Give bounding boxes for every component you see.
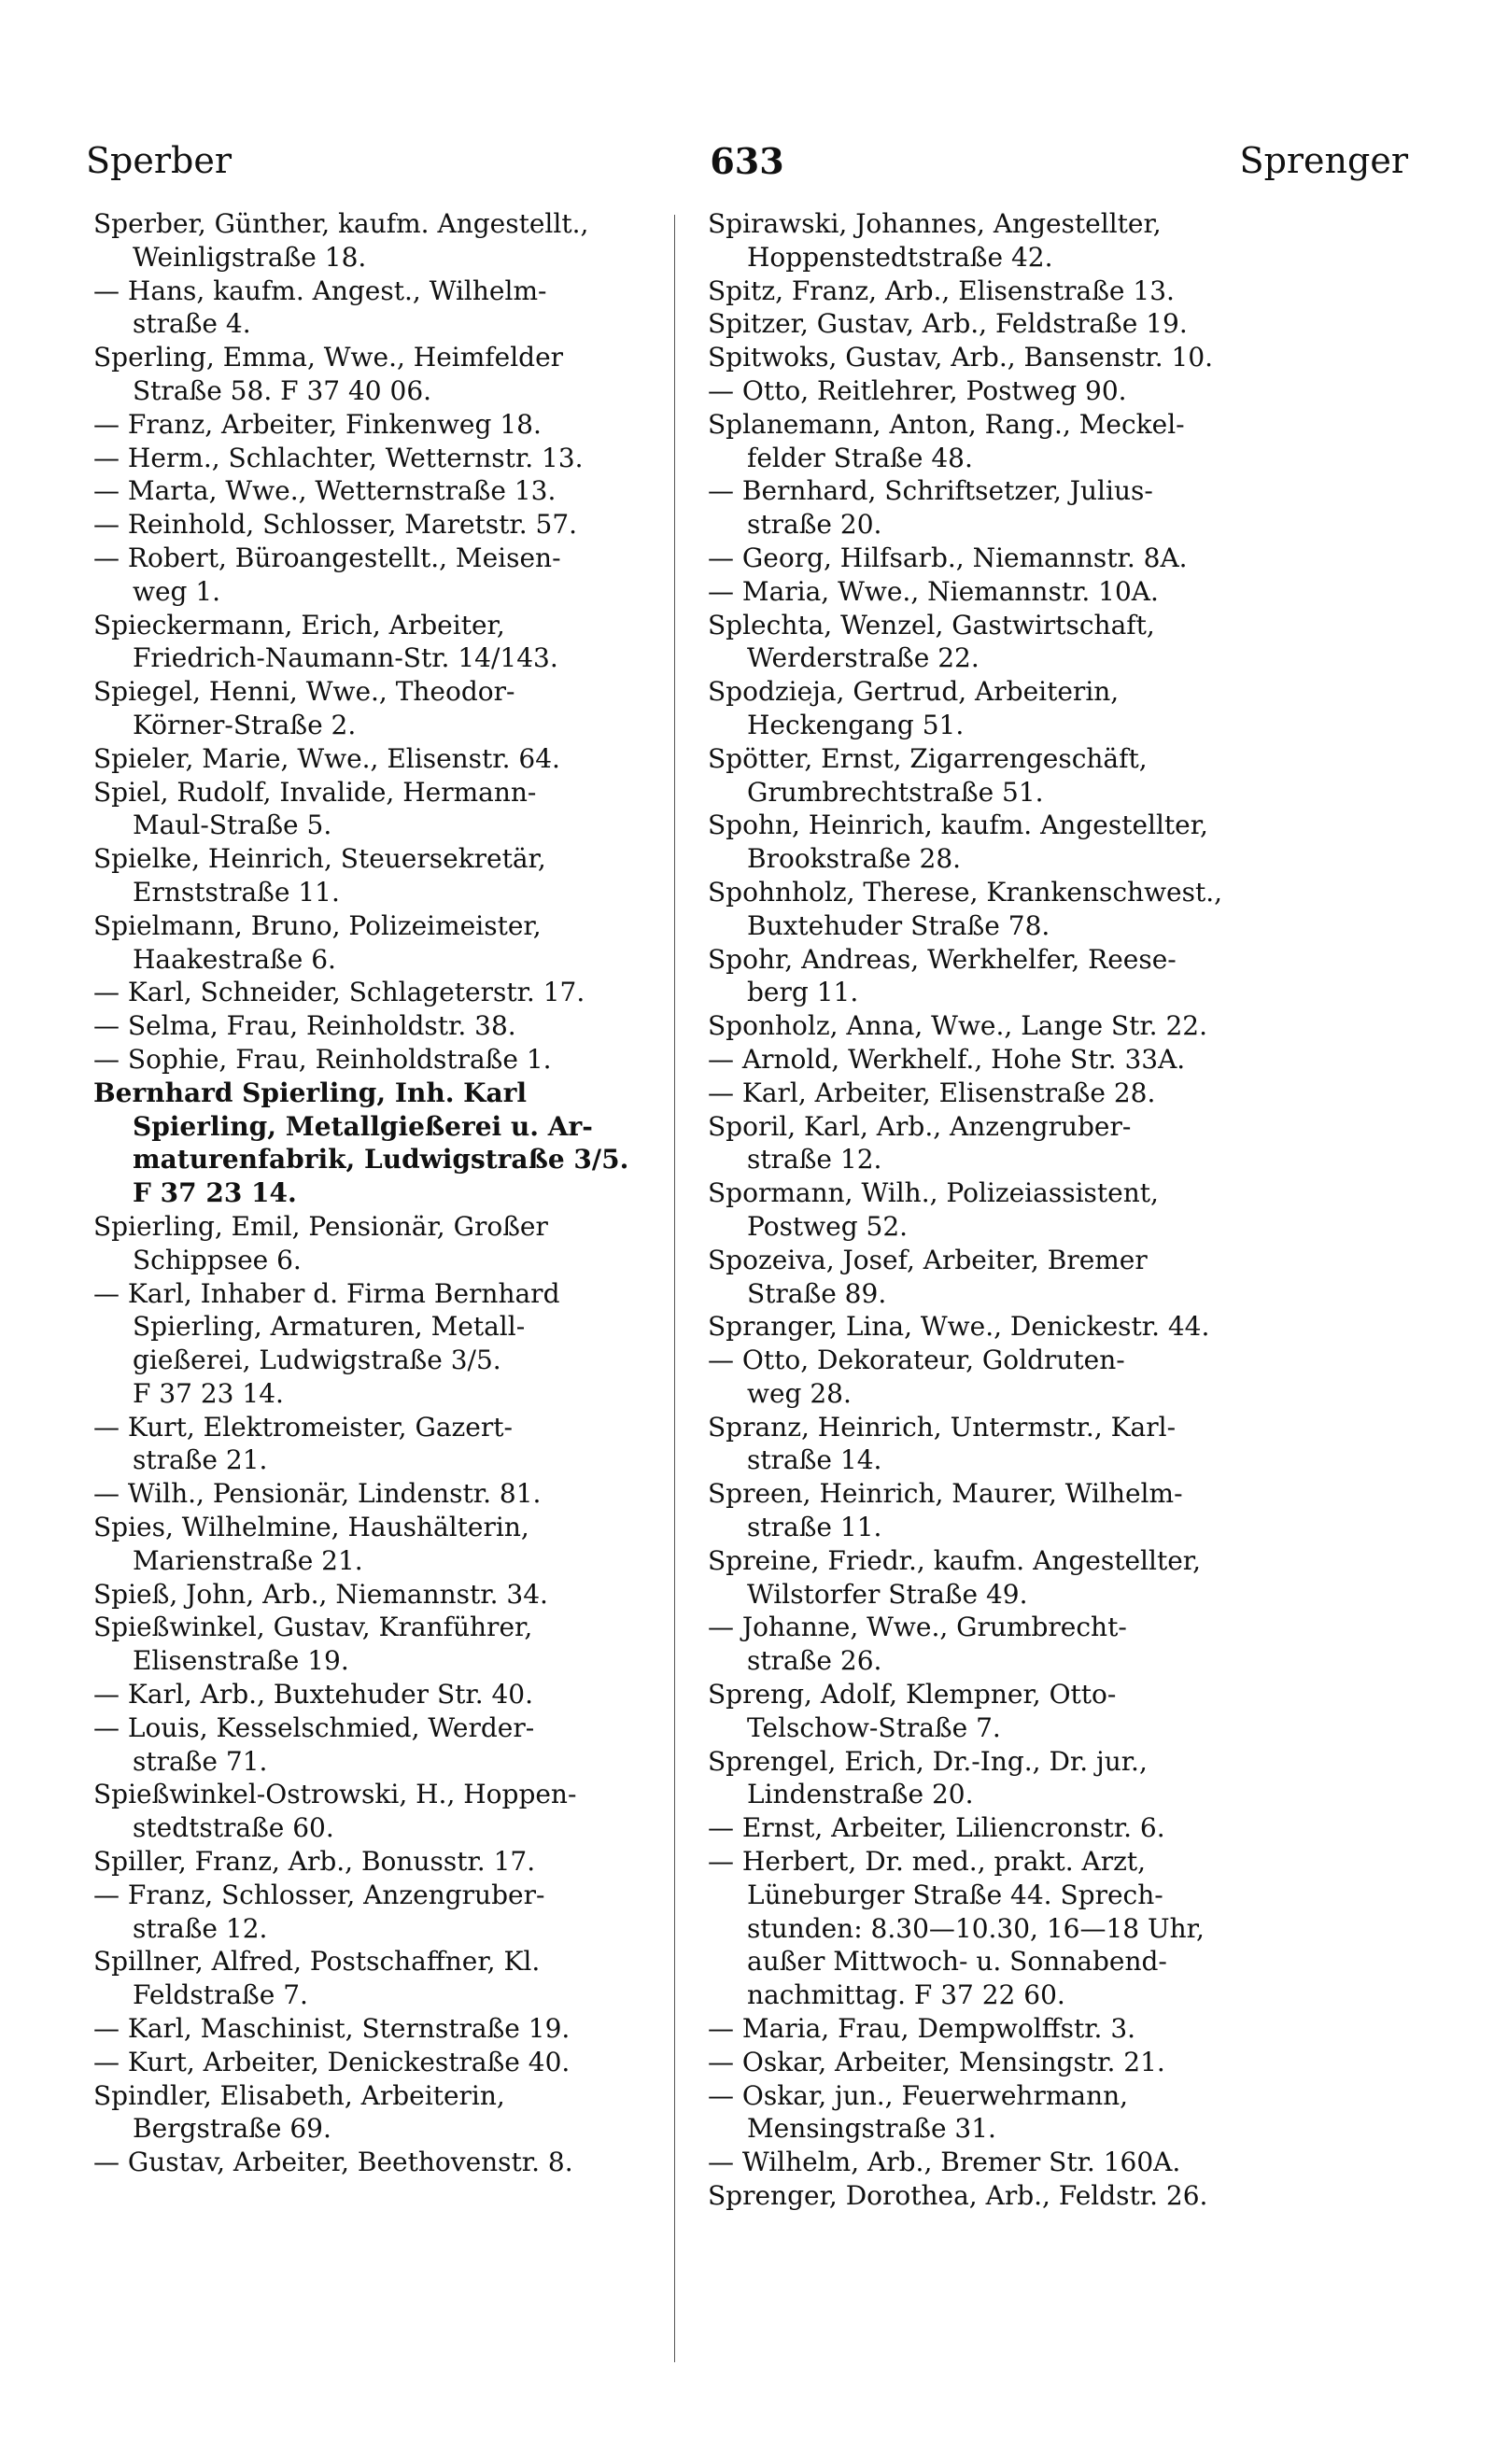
entry-line: — Kurt, Elektromeister, Gazert- [93, 1411, 513, 1443]
directory-entry [708, 374, 1305, 408]
entry-line: Spielmann, Bruno, Polizeimeister, [93, 909, 542, 941]
entry-line: — Reinhold, Schlosser, Maretstr. 57. [93, 509, 578, 541]
entry-line: Spirawski, Johannes, Angestellter, [708, 208, 1162, 239]
directory-entry [93, 976, 691, 1009]
directory-entry [708, 742, 1305, 810]
directory-entry [93, 341, 691, 408]
entry-line: Spitz, Franz, Arb., Elisenstraße 13. [708, 275, 1175, 306]
entry-line: Spitzer, Gustav, Arb., Feldstraße 19. [708, 308, 1188, 340]
directory-entry [93, 2012, 691, 2046]
entry-line: Spieler, Marie, Wwe., Elisenstr. 64. [93, 742, 560, 774]
entry-line: Sperling, Emma, Wwe., Heimfelder [93, 342, 564, 373]
directory-entry [93, 909, 691, 977]
directory-entry [708, 1009, 1305, 1043]
entry-line: straße 12. [133, 1912, 268, 1944]
directory-entry [708, 2179, 1305, 2213]
directory-entry [93, 1511, 691, 1578]
directory-entry [708, 575, 1305, 609]
entry-line: — Karl, Schneider, Schlageterstr. 17. [93, 977, 585, 1008]
entry-line: — Otto, Dekorateur, Goldruten- [708, 1345, 1125, 1376]
entry-line: — Kurt, Arbeiter, Denickestraße 40. [93, 2046, 571, 2077]
entry-line: Grumbrechtstraße 51. [747, 776, 1044, 808]
directory-entry [93, 842, 691, 909]
directory-entry [93, 442, 691, 475]
directory-entry [708, 408, 1305, 475]
directory-entry [708, 1077, 1305, 1110]
entry-line: — Robert, Büroangestellt., Meisen- [93, 542, 561, 573]
directory-entry [93, 1411, 691, 1478]
directory-entry [93, 508, 691, 542]
entry-line: Spielke, Heinrich, Steuersekretär, [93, 843, 546, 875]
entry-line: Spohr, Andreas, Werkhelfer, Reese- [708, 943, 1177, 975]
entry-line: — Bernhard, Schriftsetzer, Julius- [708, 475, 1153, 507]
directory-entry [708, 1678, 1305, 1745]
directory-entry [93, 1477, 691, 1511]
entry-line: Elisenstraße 19. [133, 1645, 349, 1677]
directory-entry [93, 1210, 691, 1277]
directory-entry [93, 275, 691, 342]
entry-line: straße 11. [747, 1512, 882, 1543]
entry-line: Spranger, Lina, Wwe., Denickestr. 44. [708, 1311, 1210, 1343]
directory-entry [708, 1110, 1305, 1177]
entry-line: — Sophie, Frau, Reinholdstraße 1. [93, 1043, 552, 1075]
entry-line: Spierling, Armaturen, Metall- [133, 1311, 526, 1343]
directory-entry [708, 943, 1305, 1010]
entry-line: Sperber, Günther, kaufm. Angestellt., [93, 208, 589, 239]
entry-line: — Oskar, jun., Feuerwehrmann, [708, 2079, 1129, 2111]
directory-entry [708, 1310, 1305, 1344]
entry-line: — Karl, Arb., Buxtehuder Str. 40. [93, 1679, 534, 1711]
entry-line: Spierling, Emil, Pensionär, Großer [93, 1210, 548, 1242]
entry-line: straße 71. [133, 1745, 268, 1777]
entry-line: Spreen, Heinrich, Maurer, Wilhelm- [708, 1478, 1183, 1510]
entry-line: straße 26. [747, 1645, 882, 1677]
directory-entry [708, 275, 1305, 308]
directory-entry [708, 474, 1305, 542]
entry-line: F 37 23 14. [133, 1377, 284, 1409]
entry-line: Splanemann, Anton, Rang., Meckel- [708, 408, 1185, 440]
directory-entry [93, 1009, 691, 1043]
directory-entry [93, 2079, 691, 2147]
entry-line: maturenfabrik, Ludwigstraße 3/5. [133, 1144, 629, 1176]
entry-line: Schippsee 6. [133, 1244, 302, 1275]
entry-line: Wilstorfer Straße 49. [747, 1578, 1028, 1610]
directory-entry [708, 675, 1305, 742]
directory-entry [93, 207, 691, 275]
entry-line: — Wilh., Pensionär, Lindenstr. 81. [93, 1478, 542, 1510]
entry-line: — Herm., Schlachter, Wetternstr. 13. [93, 442, 584, 473]
entry-line: — Maria, Frau, Dempwolffstr. 3. [708, 2013, 1136, 2045]
entry-line: Ernststraße 11. [133, 876, 340, 908]
directory-entry [708, 542, 1305, 575]
entry-line: außer Mittwoch- u. Sonnabend- [747, 1946, 1167, 1978]
directory-entry [93, 2046, 691, 2079]
directory-entry [708, 1745, 1305, 1812]
entry-line: — Hans, kaufm. Angest., Wilhelm- [93, 275, 547, 306]
directory-entry [708, 609, 1305, 676]
directory-entry [708, 809, 1305, 876]
entry-line: Straße 89. [747, 1277, 887, 1309]
entry-line: berg 11. [747, 977, 859, 1008]
page-number: 633 [710, 140, 784, 182]
entry-line: Sprengel, Erich, Dr.-Ing., Dr. jur., [708, 1745, 1148, 1777]
header-first-name: Sperber [86, 140, 232, 181]
entry-line: straße 12. [747, 1144, 882, 1176]
entry-line: Spiegel, Henni, Wwe., Theodor- [93, 676, 515, 708]
entry-line: — Marta, Wwe., Wetternstraße 13. [93, 475, 557, 507]
directory-entry [93, 1277, 691, 1411]
entry-line: Haakestraße 6. [133, 943, 336, 975]
entry-line: felder Straße 48. [747, 442, 973, 473]
entry-line: nachmittag. F 37 22 60. [747, 1979, 1065, 2011]
entry-line: Sporil, Karl, Arb., Anzengruber- [708, 1110, 1132, 1142]
entry-line: Spötter, Ernst, Zigarrengeschäft, [708, 742, 1148, 774]
entry-line: — Franz, Arbeiter, Finkenweg 18. [93, 408, 542, 440]
entry-line: Spormann, Wilh., Polizeiassistent, [708, 1177, 1159, 1209]
directory-entry [708, 1043, 1305, 1077]
page-header [86, 140, 1408, 187]
entry-line: Lüneburger Straße 44. Sprech- [747, 1879, 1163, 1910]
entry-line: Körner-Straße 2. [133, 709, 357, 740]
entry-line: Spohn, Heinrich, kaufm. Angestellter, [708, 810, 1208, 841]
directory-entry-advert [93, 1077, 691, 1210]
entry-line: — Louis, Kesselschmied, Werder- [93, 1711, 535, 1743]
entry-line: — Georg, Hilfsarb., Niemannstr. 8A. [708, 542, 1188, 573]
directory-entry [708, 207, 1305, 275]
entry-line: Marienstraße 21. [133, 1544, 363, 1576]
entry-line: Werderstraße 22. [747, 642, 980, 674]
entry-line: Maul-Straße 5. [133, 810, 332, 841]
directory-entry [708, 1244, 1305, 1311]
entry-line: Bernhard Spierling, Inh. Karl [93, 1077, 528, 1108]
entry-line: — Karl, Arbeiter, Elisenstraße 28. [708, 1077, 1156, 1108]
entry-line: Spitwoks, Gustav, Arb., Bansenstr. 10. [708, 342, 1214, 373]
directory-entry [708, 1477, 1305, 1544]
directory-entry [93, 2146, 691, 2179]
entry-line: — Karl, Maschinist, Sternstraße 19. [93, 2013, 571, 2045]
directory-entry [93, 1611, 691, 1678]
entry-line: Spierling, Metallgießerei u. Ar- [133, 1110, 593, 1142]
directory-entry [93, 408, 691, 442]
entry-line: Spozeiva, Josef, Arbeiter, Bremer [708, 1244, 1148, 1275]
directory-entry [708, 1344, 1305, 1411]
entry-line: — Otto, Reitlehrer, Postweg 90. [708, 374, 1127, 406]
right-column [708, 207, 1305, 2364]
entry-line: Postweg 52. [747, 1210, 909, 1242]
entry-line: Buxtehuder Straße 78. [747, 909, 1050, 941]
entry-line: — Johanne, Wwe., Grumbrecht- [708, 1612, 1127, 1643]
left-column [93, 207, 691, 2364]
directory-entry [708, 341, 1305, 374]
entry-line: — Karl, Inhaber d. Firma Bernhard [93, 1277, 560, 1309]
entry-line: Spindler, Elisabeth, Arbeiterin, [93, 2079, 505, 2111]
entry-line: straße 21. [133, 1444, 268, 1476]
directory-entry [93, 1879, 691, 1946]
entry-line: Feldstraße 7. [133, 1979, 308, 2011]
entry-line: Spieckermann, Erich, Arbeiter, [93, 609, 505, 641]
directory-entry [93, 1043, 691, 1077]
entry-line: Spießwinkel, Gustav, Kranführer, [93, 1612, 533, 1643]
entry-line: Hoppenstedtstraße 42. [747, 241, 1053, 273]
entry-line: Spreine, Friedr., kaufm. Angestellter, [708, 1544, 1201, 1576]
column-divider [674, 215, 675, 2362]
entry-line: Telschow-Straße 7. [747, 1711, 1001, 1743]
directory-entry [708, 307, 1305, 341]
directory-entry [708, 1811, 1305, 1845]
entry-line: gießerei, Ludwigstraße 3/5. [133, 1345, 501, 1376]
directory-entry [93, 1945, 691, 2012]
entry-line: Mensingstraße 31. [747, 2113, 996, 2145]
directory-entry [93, 609, 691, 676]
directory-entry [93, 542, 691, 609]
entry-line: Friedrich-Naumann-Str. 14/143. [133, 642, 558, 674]
directory-entry [93, 776, 691, 843]
entry-line: weg 1. [133, 575, 221, 607]
entry-line: weg 28. [747, 1377, 852, 1409]
entry-line: — Ernst, Arbeiter, Liliencronstr. 6. [708, 1812, 1165, 1844]
directory-entry [93, 675, 691, 742]
directory-entry [93, 1678, 691, 1711]
entry-line: Splechta, Wenzel, Gastwirtschaft, [708, 609, 1155, 641]
directory-entry [708, 2146, 1305, 2179]
entry-line: Spillner, Alfred, Postschaffner, Kl. [93, 1946, 541, 1978]
directory-entry [708, 1176, 1305, 1244]
header-last-name: Sprenger [1239, 140, 1408, 181]
entry-line: stunden: 8.30—10.30, 16—18 Uhr, [747, 1912, 1205, 1944]
entry-line: — Herbert, Dr. med., prakt. Arzt, [708, 1846, 1147, 1878]
directory-entry [93, 1778, 691, 1845]
directory-entry [708, 2079, 1305, 2147]
entry-line: Brookstraße 28. [747, 843, 962, 875]
entry-line: Spiel, Rudolf, Invalide, Hermann- [93, 776, 537, 808]
directory-entry [93, 742, 691, 776]
directory-entry [708, 1544, 1305, 1612]
entry-line: Spodzieja, Gertrud, Arbeiterin, [708, 676, 1120, 708]
entry-line: Weinligstraße 18. [133, 241, 367, 273]
directory-entry [93, 1711, 691, 1779]
entry-line: — Maria, Wwe., Niemannstr. 10A. [708, 575, 1159, 607]
entry-line: Lindenstraße 20. [747, 1779, 974, 1810]
entry-line: Sponholz, Anna, Wwe., Lange Str. 22. [708, 1010, 1207, 1042]
entry-line: Heckengang 51. [747, 709, 965, 740]
entry-line: stedtstraße 60. [133, 1812, 334, 1844]
directory-entry [93, 474, 691, 508]
entry-line: straße 4. [133, 308, 251, 340]
directory-entry [708, 1611, 1305, 1678]
entry-line: Spieß, John, Arb., Niemannstr. 34. [93, 1578, 548, 1610]
directory-entry [93, 1845, 691, 1879]
directory-entry [708, 2046, 1305, 2079]
entry-line: Spießwinkel-Ostrowski, H., Hoppen- [93, 1779, 577, 1810]
directory-entry [93, 1578, 691, 1612]
entry-line: Straße 58. F 37 40 06. [133, 374, 432, 406]
entry-line: — Arnold, Werkhelf., Hohe Str. 33A. [708, 1043, 1186, 1075]
entry-line: Spreng, Adolf, Klempner, Otto- [708, 1679, 1117, 1711]
directory-entry [708, 2012, 1305, 2046]
directory-entry [708, 876, 1305, 943]
entry-line: straße 20. [747, 509, 882, 541]
entry-line: straße 14. [747, 1444, 882, 1476]
entry-line: — Franz, Schlosser, Anzengruber- [93, 1879, 545, 1910]
directory-entry [708, 1845, 1305, 2012]
entry-line: — Gustav, Arbeiter, Beethovenstr. 8. [93, 2147, 573, 2178]
entry-line: — Selma, Frau, Reinholdstr. 38. [93, 1010, 516, 1042]
entry-line: Spiller, Franz, Arb., Bonusstr. 17. [93, 1846, 536, 1878]
entry-line: Spohnholz, Therese, Krankenschwest., [708, 876, 1223, 908]
entry-line: Sprenger, Dorothea, Arb., Feldstr. 26. [708, 2180, 1208, 2212]
entry-line: Spranz, Heinrich, Untermstr., Karl- [708, 1411, 1177, 1443]
entry-line: — Oskar, Arbeiter, Mensingstr. 21. [708, 2046, 1165, 2077]
entry-line: Spies, Wilhelmine, Haushälterin, [93, 1512, 529, 1543]
entry-line: Bergstraße 69. [133, 2113, 331, 2145]
entry-line: — Wilhelm, Arb., Bremer Str. 160A. [708, 2147, 1181, 2178]
entry-line: F 37 23 14. [133, 1177, 297, 1209]
directory-entry [708, 1411, 1305, 1478]
